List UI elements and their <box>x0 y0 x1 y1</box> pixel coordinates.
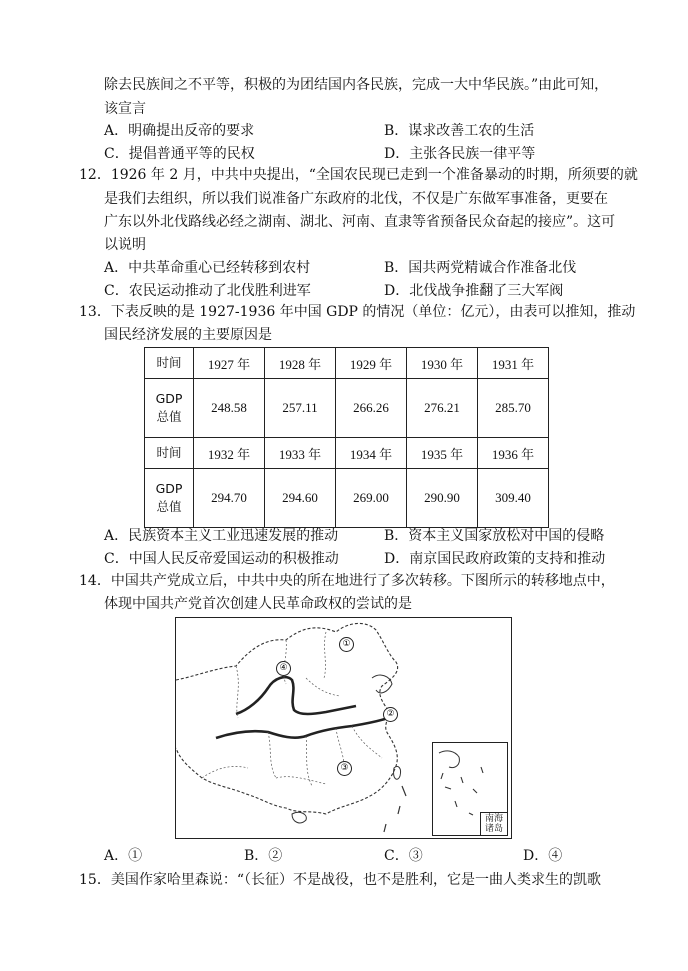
year-cell: 1935 年 <box>407 438 478 469</box>
gdp-label: GDP 总值 <box>145 379 194 438</box>
gdp-value-cell: 294.70 <box>194 469 265 528</box>
map-marker-1: ① <box>339 637 354 652</box>
q12-option-b: B．国共两党精诚合作准备北伐 <box>384 260 577 276</box>
q13-line-2: 国民经济发展的主要原因是 <box>104 327 272 343</box>
q13-line-1: 13．下表反映的是 1927-1936 年中国 GDP 的情况（单位：亿元），由表可以推知，推动 <box>79 304 636 320</box>
q14-option-d: D．④ <box>523 848 563 864</box>
gdp-value-cell: 285.70 <box>478 379 549 438</box>
q11-option-c: C．提倡普通平等的民权 <box>104 146 255 162</box>
gdp-value-cell: 294.60 <box>265 469 336 528</box>
year-cell: 1933 年 <box>265 438 336 469</box>
q12-option-a: A．中共革命重心已经转移到农村 <box>104 260 311 276</box>
q13-option-d: D．南京国民政府政策的支持和推动 <box>384 551 606 567</box>
q12-line-2: 是我们去组织，所以我们说准备广东政府的北伐，不仅是广东做军事准备，更要在 <box>104 191 608 207</box>
q12-option-d: D．北伐战争推翻了三大军阀 <box>384 283 564 299</box>
q12-option-c: C．农民运动推动了北伐胜利进军 <box>104 283 311 299</box>
table-row <box>145 348 549 379</box>
gdp-value-cell: 248.58 <box>194 379 265 438</box>
gdp-value-cell: 309.40 <box>478 469 549 528</box>
china-map <box>175 617 512 839</box>
map-marker-4: ④ <box>276 661 291 676</box>
q12-line-3: 广东以外北伐路线必经之湖南、湖北、河南、直隶等省预备民众奋起的接应”。这可 <box>104 214 616 230</box>
q14-option-c: C．③ <box>384 848 423 864</box>
gdp-table <box>144 347 549 528</box>
q11-option-a: A．明确提出反帝的要求 <box>104 123 255 139</box>
gdp-value-cell: 266.26 <box>336 379 407 438</box>
q14-line-2: 体现中国共产党首次创建人民革命政权的尝试的是 <box>104 596 412 612</box>
time-label: 时间 <box>145 438 194 469</box>
year-cell: 1934 年 <box>336 438 407 469</box>
map-marker-3: ③ <box>337 761 352 776</box>
year-cell: 1930 年 <box>407 348 478 379</box>
q13-option-c: C．中国人民反帝爱国运动的积极推动 <box>104 551 339 567</box>
gdp-value-cell: 276.21 <box>407 379 478 438</box>
inset-label: 南海 诸岛 <box>480 812 507 835</box>
year-cell: 1936 年 <box>478 438 549 469</box>
year-cell: 1932 年 <box>194 438 265 469</box>
table-row <box>145 469 549 528</box>
q11-option-d: D．主张各民族一律平等 <box>384 146 536 162</box>
q14-line-1: 14．中国共产党成立后，中共中央的所在地进行了多次转移。下图所示的转移地点中， <box>79 573 615 589</box>
q12-line-1: 12．1926 年 2 月，中共中央提出，“全国农民现已走到一个准备暴动的时期，所须要的就 <box>79 167 638 183</box>
q11-option-b: B．谋求改善工农的生活 <box>384 123 535 139</box>
map-marker-2: ② <box>383 707 398 722</box>
gdp-value-cell: 257.11 <box>265 379 336 438</box>
gdp-label: GDP 总值 <box>145 469 194 528</box>
q13-option-b: B．资本主义国家放松对中国的侵略 <box>384 528 605 544</box>
year-cell: 1929 年 <box>336 348 407 379</box>
time-label: 时间 <box>145 348 194 379</box>
table-row <box>145 379 549 438</box>
q13-option-a: A．民族资本主义工业迅速发展的推动 <box>104 528 339 544</box>
q15-line-1: 15．美国作家哈里森说：“（长征）不是战役，也不是胜利，它是一曲人类求生的凯歌 <box>79 872 601 888</box>
gdp-value-cell: 269.00 <box>336 469 407 528</box>
table-row <box>145 438 549 469</box>
south-china-sea-inset <box>432 742 508 836</box>
q11-line-1: 除去民族间之不平等，积极的为团结国内各民族，完成一大中华民族。”由此可知， <box>104 77 609 93</box>
year-cell: 1931 年 <box>478 348 549 379</box>
gdp-value-cell: 290.90 <box>407 469 478 528</box>
year-cell: 1927 年 <box>194 348 265 379</box>
q12-line-4: 以说明 <box>104 237 146 253</box>
year-cell: 1928 年 <box>265 348 336 379</box>
q11-line-2: 该宣言 <box>104 101 146 117</box>
q14-option-a: A．① <box>104 848 143 864</box>
q14-option-b: B．② <box>244 848 283 864</box>
